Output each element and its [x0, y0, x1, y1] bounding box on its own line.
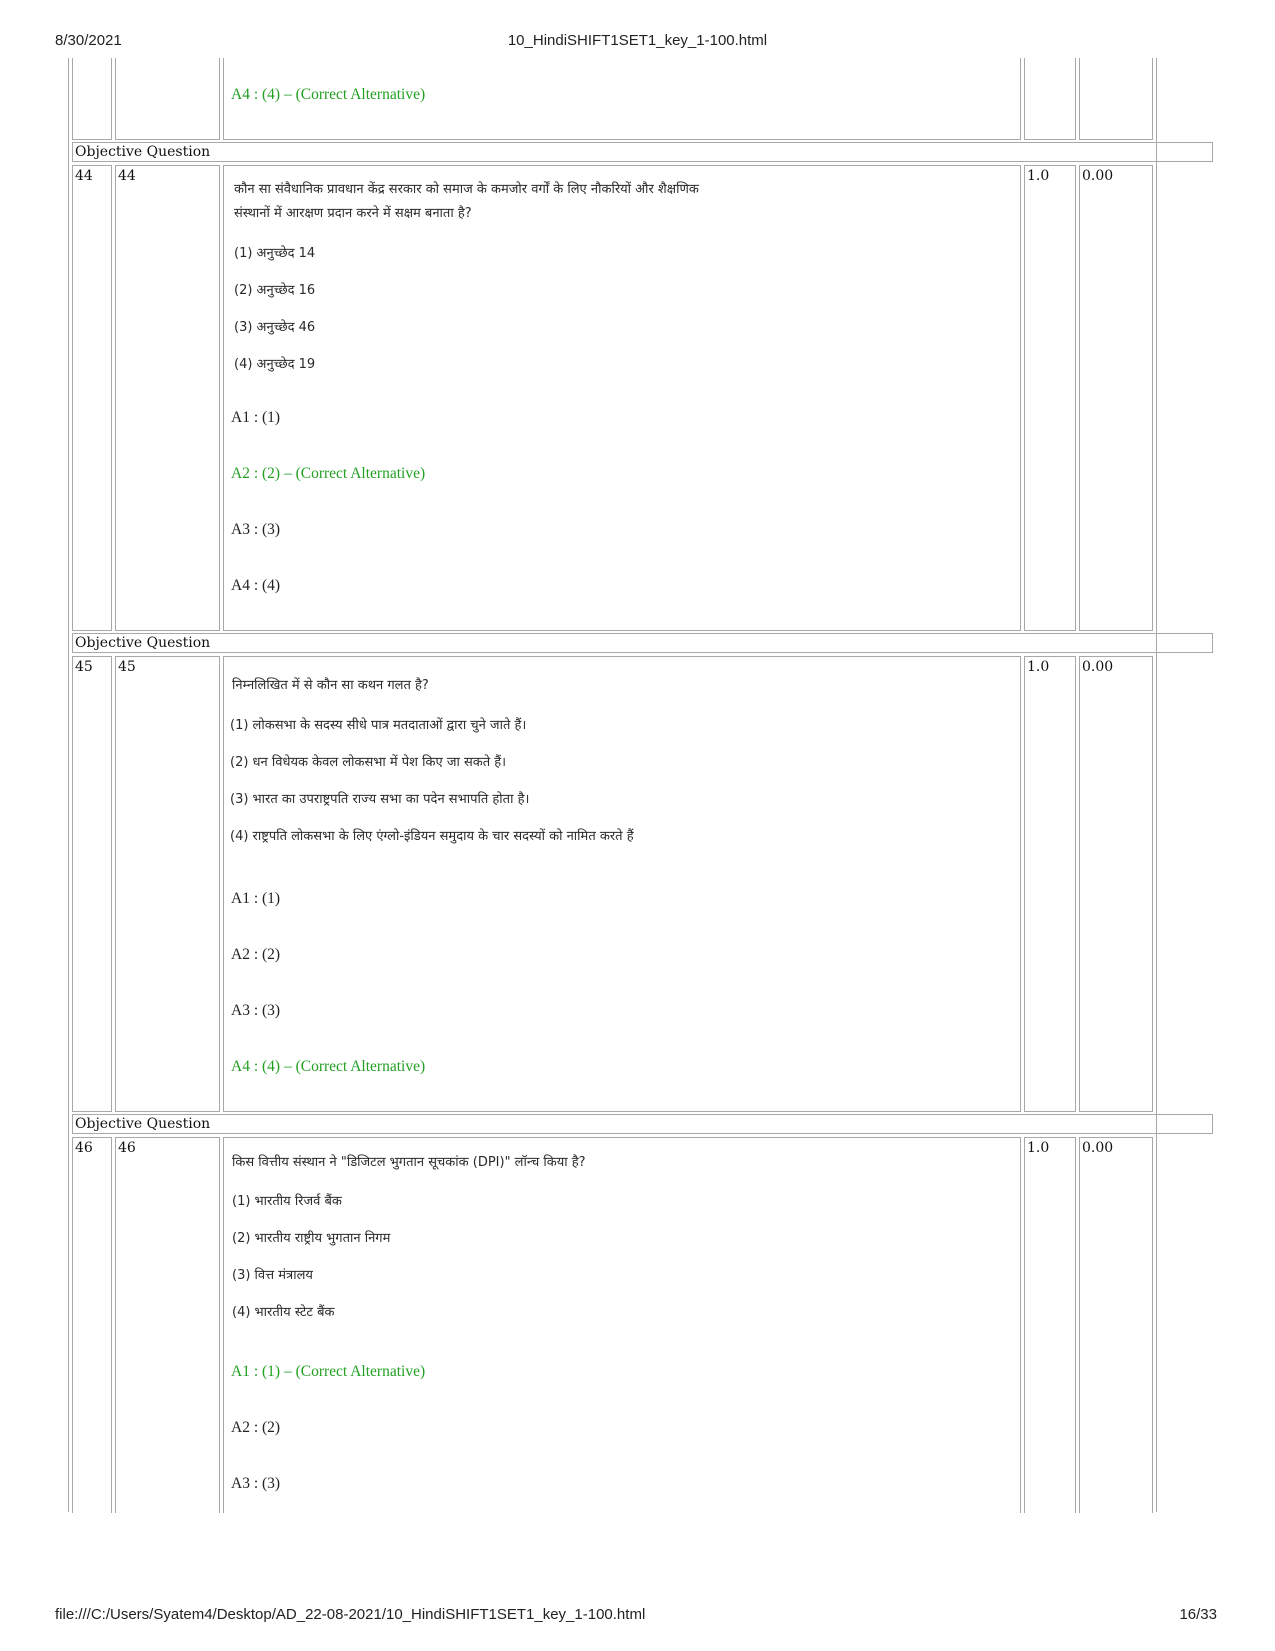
section-label-q45: Objective Question [72, 633, 1213, 653]
option-4: (4) अनुच्छेद 19 [234, 357, 316, 372]
negative-marks: 0.00 [1082, 168, 1114, 184]
question-text: कौन सा संवैधानिक प्रावधान केंद्र सरकार को समाज के कमजोर वर्गों के लिए नौकरियों और शैक्षणिक [234, 182, 699, 197]
answer-a2-correct: A2 : (2) – (Correct Alternative) [231, 465, 426, 482]
answer-a2: A2 : (2) [231, 946, 281, 963]
answer-a3: A3 : (3) [231, 1002, 281, 1019]
section-label-q44: Objective Question [72, 142, 1213, 162]
answer-a4-correct: A4 : (4) – (Correct Alternative) [231, 1058, 426, 1075]
print-date: 8/30/2021 [55, 32, 122, 49]
negative-marks: 0.00 [1082, 659, 1114, 675]
answer-a2: A2 : (2) [231, 1419, 281, 1436]
section-label-q46: Objective Question [72, 1114, 1213, 1134]
marks: 1.0 [1027, 1140, 1050, 1156]
question-number: 44 [118, 168, 136, 184]
option-3: (3) वित्त मंत्रालय [232, 1268, 313, 1283]
option-1: (1) लोकसभा के सदस्य सीधे पात्र मतदाताओं द्वारा चुने जाते हैं। [230, 718, 527, 733]
table-border-left [68, 140, 69, 1512]
marks: 1.0 [1027, 659, 1050, 675]
question-number: 46 [118, 1140, 136, 1156]
answer-a1: A1 : (1) [231, 890, 281, 907]
option-2: (2) अनुच्छेद 16 [234, 283, 316, 298]
marks: 1.0 [1027, 168, 1050, 184]
answer-a3: A3 : (3) [231, 521, 281, 538]
page-number: 16/33 [1179, 1606, 1217, 1623]
answer-a4: A4 : (4) [231, 577, 281, 594]
serial-number: 46 [75, 1140, 93, 1156]
serial-number: 44 [75, 168, 93, 184]
answer-a3: A3 : (3) [231, 1475, 281, 1492]
prev-answer-a4: A4 : (4) – (Correct Alternative) [231, 86, 426, 103]
serial-number: 45 [75, 659, 93, 675]
option-3: (3) भारत का उपराष्ट्रपति राज्य सभा का पदेन सभापति होता है। [230, 792, 530, 807]
option-1: (1) अनुच्छेद 14 [234, 246, 316, 261]
option-1: (1) भारतीय रिजर्व बैंक [232, 1194, 342, 1209]
answer-a1-correct: A1 : (1) – (Correct Alternative) [231, 1363, 426, 1380]
table-border-right [1156, 140, 1157, 1512]
question-number: 45 [118, 659, 136, 675]
question-text: निम्नलिखित में से कौन सा कथन गलत है? [232, 678, 429, 693]
option-4: (4) भारतीय स्टेट बैंक [232, 1305, 335, 1320]
negative-marks: 0.00 [1082, 1140, 1114, 1156]
option-2: (2) भारतीय राष्ट्रीय भुगतान निगम [232, 1231, 391, 1246]
page-title: 10_HindiSHIFT1SET1_key_1-100.html [507, 32, 768, 49]
question-text-line2: संस्थानों में आरक्षण प्रदान करने में सक्षम बनाता है? [234, 206, 472, 221]
question-text: किस वित्तीय संस्थान ने "डिजिटल भुगतान सूचकांक (DPI)" लॉन्च किया है? [232, 1155, 586, 1170]
file-path: file:///C:/Users/Syatem4/Desktop/AD_22-08-2021/10_HindiSHIFT1SET1_key_1-100.html [55, 1606, 646, 1623]
option-4: (4) राष्ट्रपति लोकसभा के लिए एंग्लो-इंडियन समुदाय के चार सदस्यों को नामित करते हैं [230, 829, 634, 844]
option-2: (2) धन विधेयक केवल लोकसभा में पेश किए जा सकते हैं। [230, 755, 507, 770]
answer-a1: A1 : (1) [231, 409, 281, 426]
option-3: (3) अनुच्छेद 46 [234, 320, 316, 335]
